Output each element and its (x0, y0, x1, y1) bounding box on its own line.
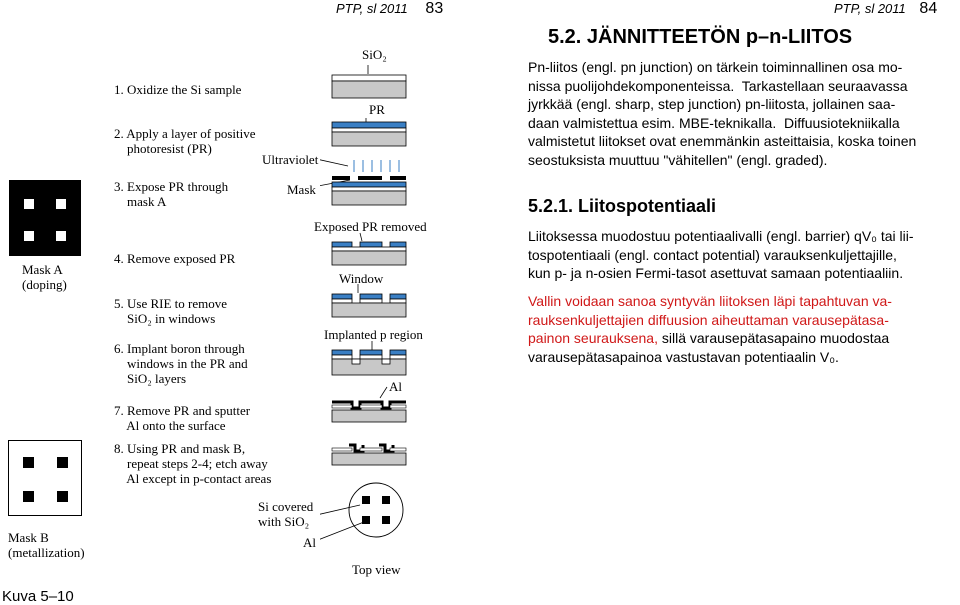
mask-b-image (8, 440, 82, 516)
step-5: 5. Use RIE to remove SiO₂ in windows (114, 296, 228, 326)
diffusion-paragraph (528, 292, 892, 366)
figure-caption: Kuva 5–10 (2, 588, 74, 605)
label-implanted-p-region: Implanted p region (324, 327, 423, 342)
left-page-number: 83 (425, 0, 444, 17)
step-8: 8. Using PR and mask B, repeat steps 2-4; etch away Al except in p-contact areas (114, 441, 272, 486)
step-6: 6. Implant boron through windows in the PR and SiO₂ layers (114, 341, 248, 386)
process-diagram (320, 60, 420, 540)
label-si-covered: Si covered with SiO₂ (258, 499, 314, 529)
cross-section-6 (332, 350, 406, 375)
label-exposed-pr-removed: Exposed PR removed (314, 219, 427, 234)
cross-section-3 (332, 176, 406, 205)
barrier-paragraph: Liitoksessa muodostuu potentiaalivalli (engl. barrier) qV₀ tai lii- tospotentiaali (engl. contact potential) varauksenkuljettajille, kun p- ja n-osien Fermi-tasot asettuvat samaan potentiaaliin. (528, 228, 914, 281)
mask-b-label: Mask B (metallization) (8, 530, 85, 560)
label-mask: Mask (287, 182, 316, 197)
cross-section-5 (332, 294, 406, 317)
right-page-number: 84 (919, 0, 938, 17)
step-2: 2. Apply a layer of positive photoresist (PR) (114, 126, 256, 156)
diffusion-rest: sillä varausepätasapaino muodostaa varausepätasapainoa vastustavan potentiaalin V₀. (528, 330, 890, 365)
cross-section-8 (332, 445, 406, 465)
cross-section-1 (332, 75, 406, 98)
label-ultraviolet: Ultraviolet (262, 152, 319, 167)
cross-section-7 (332, 402, 406, 422)
right-page-header (834, 0, 937, 18)
uv-arrows (354, 160, 399, 172)
top-view-circle (320, 483, 403, 540)
intro-paragraph: Pn-liitos (engl. pn junction) on tärkein toiminnallinen osa mo- nissa puolijohdekomponenteissa. Tarkastellaan seuraavassa jyrkkää (engl. sharp, step junction) pn-liitosta, jollainen saa- daan valmistettua esim. MBE-teknikalla. Diffuusiotekniikalla valmistetut liitokset ovat enemmänkin asteittaisia, koska toinen seostuksista muuttuu "vähitellen" (engl. graded). (528, 59, 917, 168)
left-page-header (336, 0, 443, 18)
left-course-label: PTP, sl 2011 (336, 1, 408, 16)
cross-section-2 (332, 122, 406, 146)
label-sio2: SiO₂ (362, 47, 387, 62)
mask-a-label: Mask A (doping) (22, 262, 67, 292)
label-top-view: Top view (352, 562, 401, 577)
label-window: Window (339, 271, 384, 286)
section-title: 5.2. JÄNNITTEETÖN p–n-LIITOS (548, 26, 853, 48)
step-7: 7. Remove PR and sputter Al onto the surface (114, 403, 251, 433)
subsection-title: 5.2.1. Liitospotentiaali (528, 196, 717, 216)
step-1: 1. Oxidize the Si sample (114, 82, 242, 97)
right-course-label: PTP, sl 2011 (834, 1, 906, 16)
step-4: 4. Remove exposed PR (114, 251, 236, 266)
label-al: Al (389, 379, 402, 394)
diffusion-highlight: Vallin voidaan sanoa syntyvän liitoksen läpi tapahtuvan va- rauksenkuljettajien diffuusion aiheuttaman varausepätasa- painon seurauksena, (528, 293, 892, 346)
label-al-topview: Al (303, 535, 316, 550)
label-pr: PR (369, 102, 385, 117)
cross-section-4 (332, 242, 406, 265)
mask-a-image (9, 180, 81, 256)
step-3: 3. Expose PR through mask A (114, 179, 229, 209)
